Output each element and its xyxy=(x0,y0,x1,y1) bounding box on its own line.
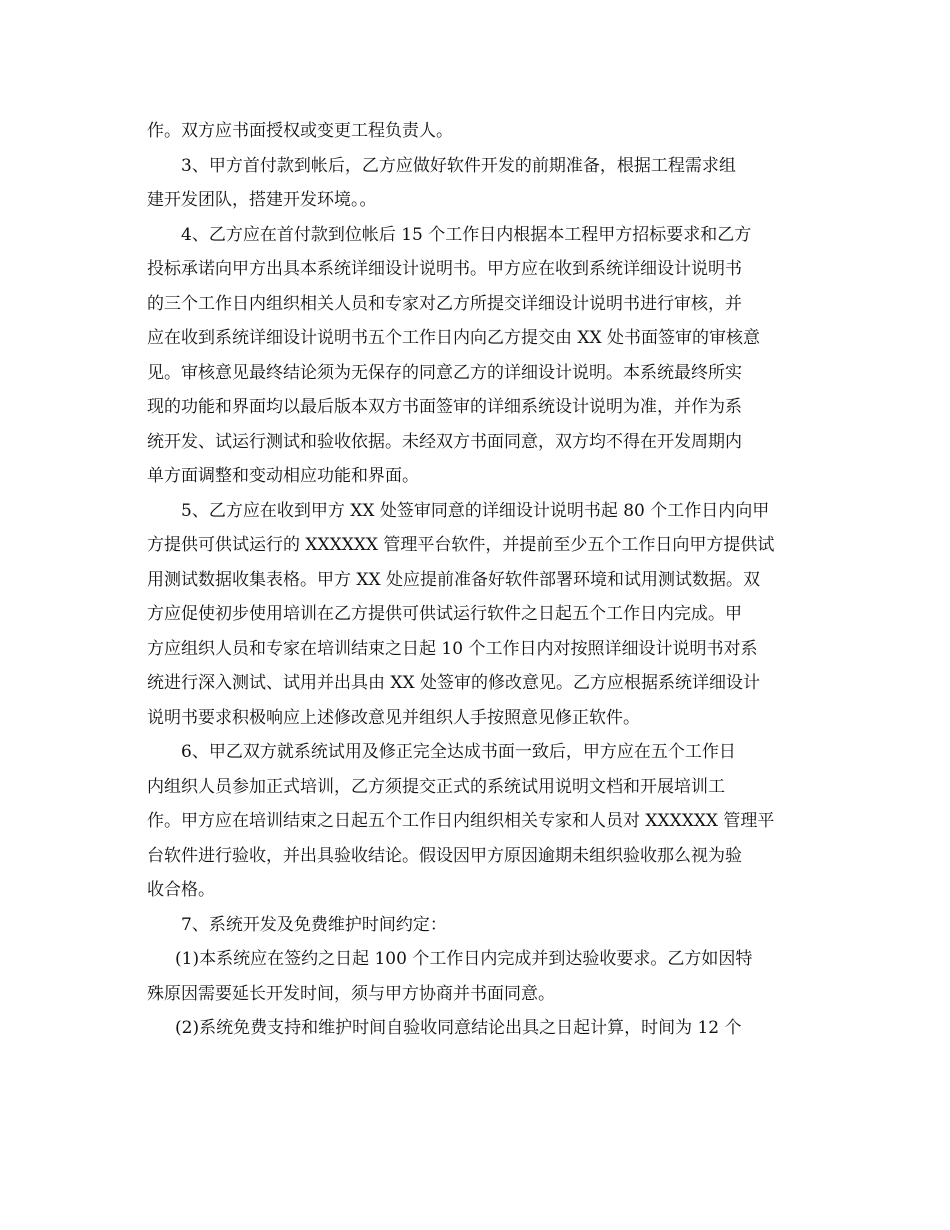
text-line: 投标承诺向甲方出具本系统详细设计说明书。甲方应在收到系统详细设计说明书 xyxy=(147,259,742,279)
text-line: 殊原因需要延长开发时间，须与甲方协商并书面同意。 xyxy=(147,983,555,1004)
text-line: 作。甲方应在培训结束之日起五个工作日内组织相关专家和人员对 XXXXXX 管理平 xyxy=(147,811,775,831)
text-line: 统开发、试运行测试和验收依据。未经双方书面同意，双方均不得在开发周期内 xyxy=(147,431,742,452)
text-line: 统进行深入测试、试用并出具由 XX 处签审的修改意见。乙方应根据系统详细设计 xyxy=(147,673,761,693)
text-line: 4、乙方应在首付款到位帐后 15 个工作日内根据本工程甲方招标要求和乙方 xyxy=(181,224,752,245)
text-line: 5、乙方应在收到甲方 XX 处签审同意的详细设计说明书起 80 个工作日内向甲 xyxy=(181,500,770,521)
text-line: 收合格。 xyxy=(147,880,215,900)
text-line: (2)系统免费支持和维护时间自验收同意结论出具之日起计算，时间为 12 个 xyxy=(175,1018,742,1038)
text-line: 6、甲乙双方就系统试用及修正完全达成书面一致后，甲方应在五个工作日 xyxy=(181,742,736,762)
text-line: 用测试数据收集表格。甲方 XX 处应提前准备好软件部署环境和试用测试数据。双 xyxy=(147,569,761,590)
text-line: 作。双方应书面授权或变更工程负责人。 xyxy=(147,121,453,141)
text-line: 3、甲方首付款到帐后，乙方应做好软件开发的前期准备，根据工程需求组 xyxy=(181,155,736,176)
text-line: 内组织人员参加正式培训，乙方须提交正式的系统试用说明文档和开展培训工 xyxy=(147,776,725,797)
text-line: 建开发团队，搭建开发环境。。 xyxy=(147,190,377,210)
text-line: 方提供可供试运行的 XXXXXX 管理平台软件，并提前至少五个工作日向甲方提供试 xyxy=(147,535,775,555)
text-line: 的三个工作日内组织相关人员和专家对乙方所提交详细设计说明书进行审核，并 xyxy=(147,293,742,314)
text-line: 见。审核意见最终结论须为无保存的同意乙方的详细设计说明。本系统最终所实 xyxy=(147,362,742,383)
text-line: 说明书要求积极响应上述修改意见并组织人手按照意见修正软件。 xyxy=(147,707,640,728)
text-line: 应在收到系统详细设计说明书五个工作日内向乙方提交由 XX 处书面签审的审核意 xyxy=(147,328,761,348)
text-line: 方应促使初步使用培训在乙方提供可供试运行软件之日起五个工作日内完成。甲 xyxy=(147,604,742,624)
text-line: 台软件进行验收，并出具验收结论。假设因甲方原因逾期未组织验收那么视为验 xyxy=(147,845,742,866)
text-line: 现的功能和界面均以最后版本双方书面签审的详细系统设计说明为准，并作为系 xyxy=(147,397,742,417)
text-line: (1)本系统应在签约之日起 100 个工作日内完成并到达验收要求。乙方如因特 xyxy=(175,949,753,969)
text-line: 7、系统开发及免费维护时间约定： xyxy=(181,914,447,935)
text-line: 方应组织人员和专家在培训结束之日起 10 个工作日内对按照详细设计说明书对系 xyxy=(147,638,758,659)
text-line: 单方面调整和变动相应功能和界面。 xyxy=(147,466,419,486)
document-body xyxy=(147,114,807,1046)
